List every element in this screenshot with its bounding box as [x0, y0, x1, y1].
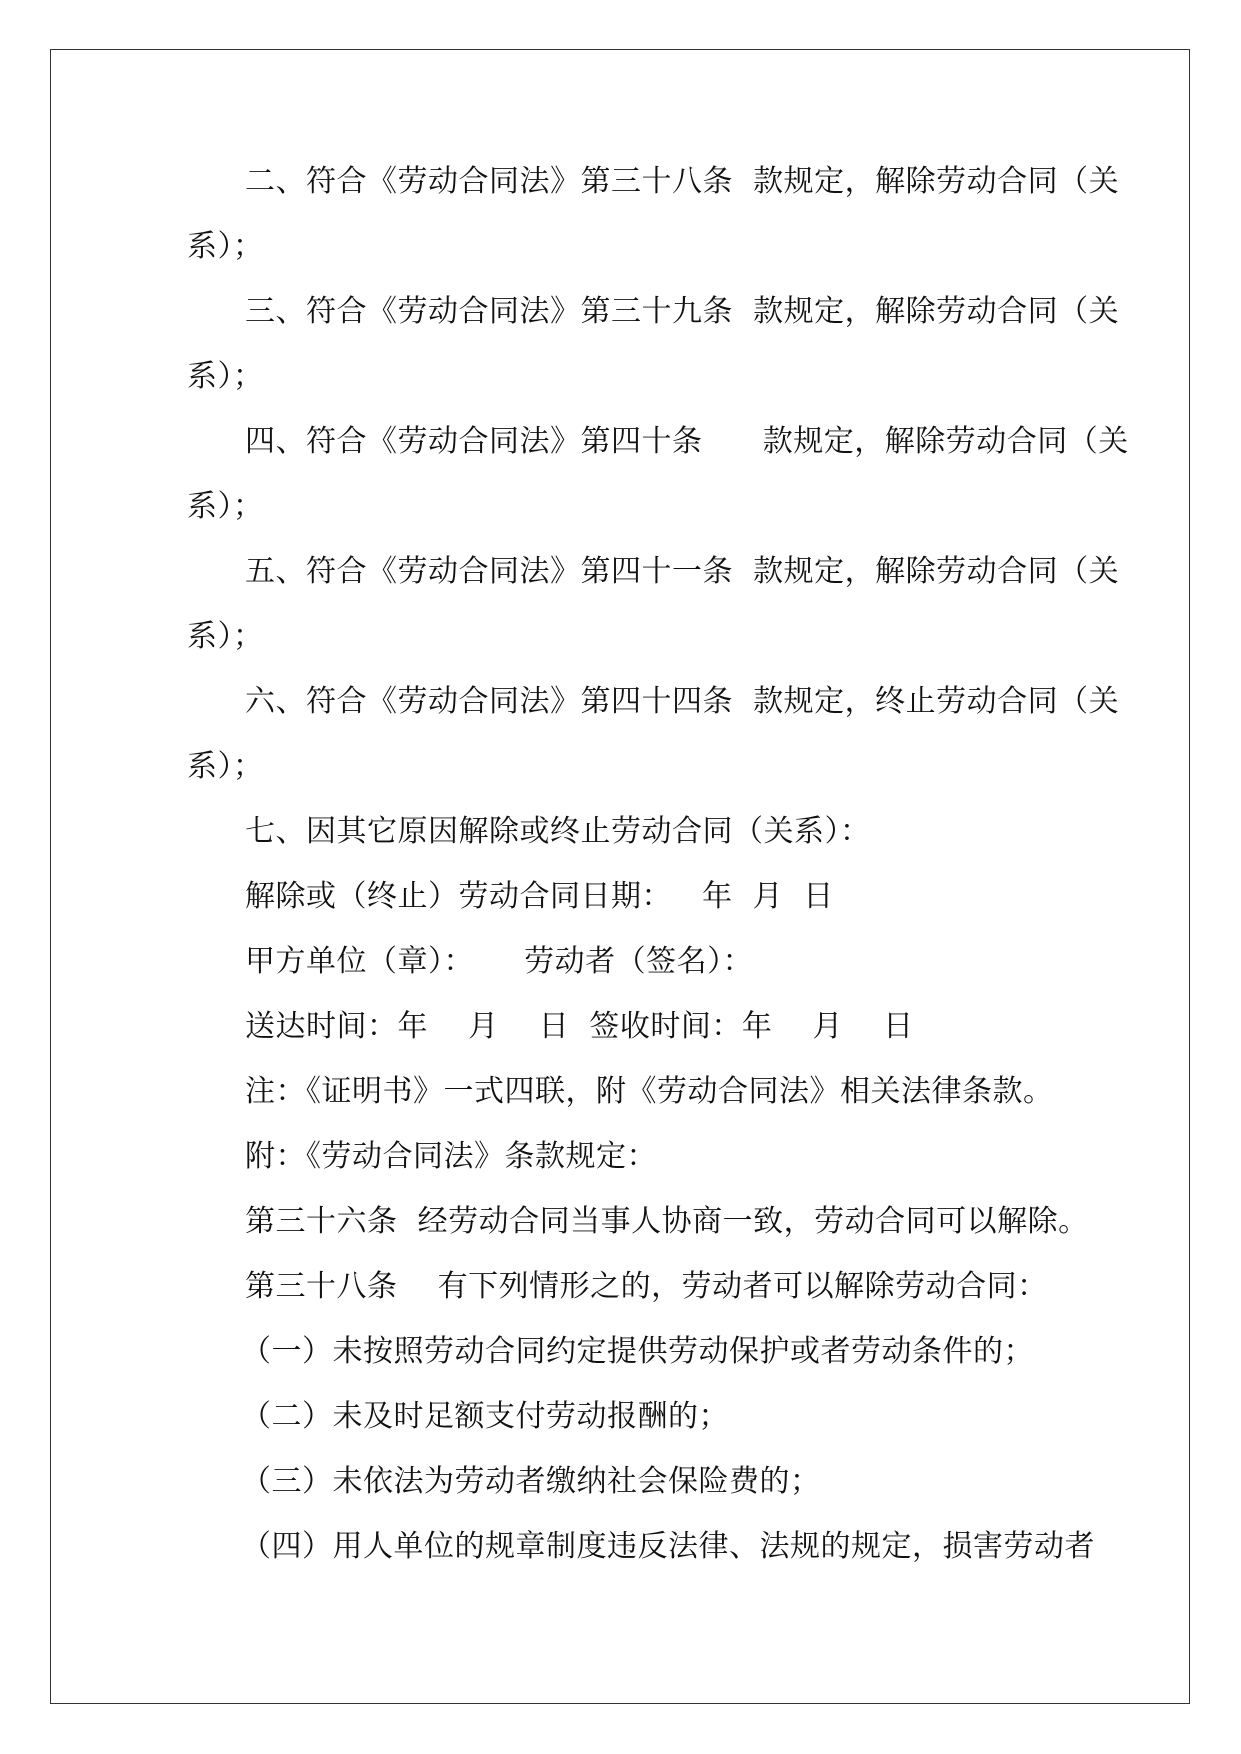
- article-38-item-3: （三）未依法为劳动者缴纳社会保险费的；: [241, 1464, 821, 1499]
- clause-5-line: 五、符合《劳动合同法》第四十一条 款规定，解除劳动合同（关: [245, 554, 1120, 589]
- clause-6-line: 六、符合《劳动合同法》第四十四条 款规定，终止劳动合同（关: [245, 684, 1120, 719]
- clause-3-cont: 系）；: [187, 359, 264, 394]
- clause-7-line: 七、因其它原因解除或终止劳动合同（关系）：: [245, 814, 871, 849]
- article-38: 第三十八条 有下列情形之的，劳动者可以解除劳动合同：: [245, 1269, 1048, 1304]
- appendix-heading: 附：《劳动合同法》条款规定：: [245, 1139, 657, 1174]
- article-38-item-4: （四）用人单位的规章制度违反法律、法规的规定，损害劳动者: [241, 1529, 1095, 1564]
- clause-4-cont: 系）；: [187, 489, 264, 524]
- clause-2-line: 二、符合《劳动合同法》第三十八条 款规定，解除劳动合同（关: [245, 164, 1120, 199]
- article-36: 第三十六条 经劳动合同当事人协商一致，劳动合同可以解除。: [245, 1204, 1089, 1239]
- clause-6-cont: 系）；: [187, 749, 264, 784]
- note-line: 注：《证明书》一式四联，附《劳动合同法》相关法律条款。: [245, 1074, 1054, 1109]
- clause-2-cont: 系）；: [187, 229, 264, 264]
- termination-date: 解除或（终止）劳动合同日期： 年 月 日: [245, 879, 834, 914]
- article-38-item-2: （二）未及时足额支付劳动报酬的；: [241, 1399, 729, 1434]
- clause-3-line: 三、符合《劳动合同法》第三十九条 款规定，解除劳动合同（关: [245, 294, 1120, 329]
- signature-line: 甲方单位（章）： 劳动者（签名）：: [245, 944, 754, 979]
- article-38-item-1: （一）未按照劳动合同约定提供劳动保护或者劳动条件的；: [241, 1334, 1034, 1369]
- delivery-time: 送达时间：年 月 日 签收时间：年 月 日: [245, 1009, 914, 1044]
- clause-5-cont: 系）；: [187, 619, 264, 654]
- clause-4-line: 四、符合《劳动合同法》第四十条 款规定，解除劳动合同（关: [245, 424, 1129, 459]
